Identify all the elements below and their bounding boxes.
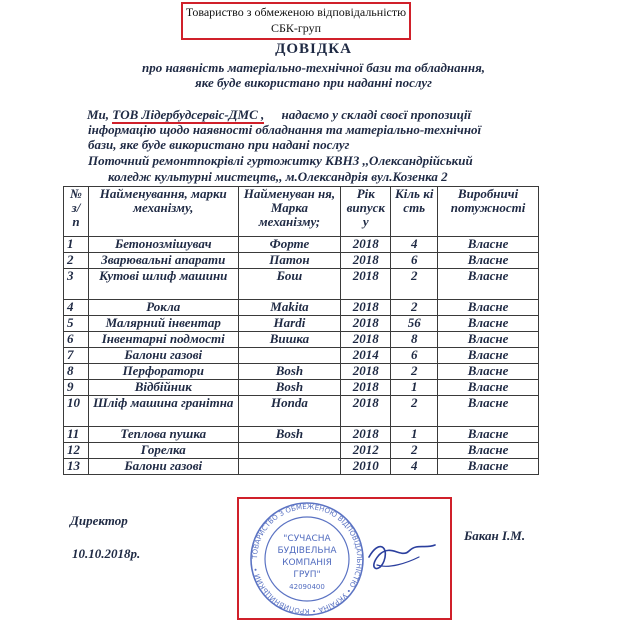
cell-name: Кутові шлиф машини [88, 269, 238, 300]
table-row [64, 332, 539, 348]
cell-brand: Hardi [238, 316, 341, 332]
table-row [64, 269, 539, 300]
cell-capacity: Власне [438, 348, 539, 364]
cell-name: Перфоратори [88, 364, 238, 380]
cell-number: 7 [64, 348, 89, 364]
cell-quantity: 4 [391, 459, 438, 475]
cell-capacity: Власне [438, 237, 539, 253]
cell-brand: Бош [238, 269, 341, 300]
cell-name: Бетонозмішувач [88, 237, 238, 253]
cell-year: 2018 [341, 427, 391, 443]
cell-year: 2018 [341, 253, 391, 269]
cell-name: Балони газові [88, 459, 238, 475]
cell-brand: Патон [238, 253, 341, 269]
stamp-line3: КОМПАНІЯ [282, 558, 332, 568]
cell-brand [238, 459, 341, 475]
cell-number: 10 [64, 396, 89, 427]
intro-line2: інформацію щодо наявності обладнання та матеріально-технічної [88, 122, 482, 137]
cell-year: 2018 [341, 300, 391, 316]
cell-quantity: 1 [391, 427, 438, 443]
cell-quantity: 8 [391, 332, 438, 348]
cell-name: Рокла [88, 300, 238, 316]
cell-capacity: Власне [438, 316, 539, 332]
cell-capacity: Власне [438, 300, 539, 316]
table-row [64, 348, 539, 364]
cell-year: 2010 [341, 459, 391, 475]
cell-name: Відбійник [88, 380, 238, 396]
table-row [64, 300, 539, 316]
cell-quantity: 6 [391, 253, 438, 269]
table-row [64, 253, 539, 269]
cell-quantity: 6 [391, 348, 438, 364]
company-name-line2: СБК-груп [270, 21, 322, 35]
cell-name: Теплова пушка [88, 427, 238, 443]
cell-brand [238, 443, 341, 459]
cell-quantity: 2 [391, 396, 438, 427]
cell-capacity: Власне [438, 380, 539, 396]
cell-capacity: Власне [438, 396, 539, 427]
table-row [64, 427, 539, 443]
cell-number: 1 [64, 237, 89, 253]
company-stamp [239, 499, 449, 617]
company-header-box [181, 2, 411, 40]
cell-brand: Makita [238, 300, 341, 316]
cell-capacity: Власне [438, 459, 539, 475]
stamp-code: 42090400 [289, 583, 325, 591]
cell-number: 2 [64, 253, 89, 269]
cell-brand: Вишка [238, 332, 341, 348]
table-row [64, 316, 539, 332]
document-title: ДОВІДКА [275, 41, 352, 57]
company-name-line1: Товариство з обмеженою відповідальністю [185, 5, 407, 19]
intro-we: Ми, [87, 107, 110, 122]
cell-capacity: Власне [438, 364, 539, 380]
cell-brand: Bosh [238, 427, 341, 443]
cell-number: 3 [64, 269, 89, 300]
cell-name: Інвентарні подмості [88, 332, 238, 348]
stamp-line4: ГРУП" [293, 570, 321, 580]
col-header-quantity: Кіль кі сть [391, 187, 438, 237]
cell-capacity: Власне [438, 443, 539, 459]
cell-year: 2018 [341, 316, 391, 332]
cell-number: 12 [64, 443, 89, 459]
subtitle-line2: яке буде використано при наданні послуг [195, 75, 432, 90]
col-header-brand: Найменуван ня, Марка механізму; [238, 187, 341, 237]
table-header-row [64, 187, 539, 237]
document-date: 10.10.2018р. [72, 546, 141, 561]
equipment-table [63, 186, 539, 475]
signatory-name: Бакан І.М. [464, 528, 526, 543]
intro-rest: надаємо у складі своєї пропозиції [281, 107, 472, 122]
col-header-capacity: Виробничі потужності [438, 187, 539, 237]
stamp-signature-box [237, 497, 452, 620]
cell-quantity: 2 [391, 364, 438, 380]
intro-line1 [87, 107, 471, 123]
col-header-name: Найменування, марки механізму, [88, 187, 238, 237]
director-label: Директор [70, 513, 128, 528]
cell-number: 13 [64, 459, 89, 475]
cell-year: 2018 [341, 332, 391, 348]
cell-quantity: 1 [391, 380, 438, 396]
cell-number: 4 [64, 300, 89, 316]
intro-line3: бази, яке буде використано при надані послуг [88, 137, 350, 152]
cell-capacity: Власне [438, 332, 539, 348]
table-row [64, 237, 539, 253]
col-header-number: № з/ п [64, 187, 89, 237]
cell-year: 2018 [341, 269, 391, 300]
intro-line5: коледж культурні мистецтв,, м.Олександрія вул.Козенка 2 [108, 169, 448, 184]
cell-capacity: Власне [438, 253, 539, 269]
stamp-line2: БУДІВЕЛЬНА [277, 546, 337, 556]
cell-quantity: 2 [391, 269, 438, 300]
cell-year: 2018 [341, 364, 391, 380]
table-row [64, 380, 539, 396]
intro-line4: Поточний ремонтпокрівлі гуртожитку КВНЗ ,,Олександрійський [88, 153, 473, 168]
cell-name: Балони газові [88, 348, 238, 364]
cell-brand: Honda [238, 396, 341, 427]
cell-brand: Bosh [238, 380, 341, 396]
cell-name: Горелка [88, 443, 238, 459]
cell-name: Малярний інвентар [88, 316, 238, 332]
table-row [64, 396, 539, 427]
cell-number: 9 [64, 380, 89, 396]
cell-number: 5 [64, 316, 89, 332]
table-row [64, 443, 539, 459]
cell-number: 8 [64, 364, 89, 380]
cell-number: 11 [64, 427, 89, 443]
cell-brand [238, 348, 341, 364]
stamp-ring-text: ТОВАРИСТВО З ОБМЕЖЕНОЮ ВІДПОВІДАЛЬНІСТЮ • УКРАЇНА • КРОПИВНИЦЬКИЙ • [250, 502, 364, 616]
cell-quantity: 4 [391, 237, 438, 253]
subtitle-line1: про наявність матеріально-технічної бази та обладнання, [141, 60, 486, 75]
cell-quantity: 2 [391, 300, 438, 316]
table-row [64, 459, 539, 475]
cell-year: 2012 [341, 443, 391, 459]
stamp-line1: "СУЧАСНА [283, 534, 331, 544]
cell-capacity: Власне [438, 269, 539, 300]
cell-name: Зварювальні апарати [88, 253, 238, 269]
intro-company: ТОВ Лідербудсервіс-ДМС , [112, 107, 265, 122]
cell-year: 2018 [341, 396, 391, 427]
cell-capacity: Власне [438, 427, 539, 443]
cell-name: Шліф машина гранітна [88, 396, 238, 427]
cell-year: 2018 [341, 237, 391, 253]
cell-year: 2014 [341, 348, 391, 364]
cell-quantity: 56 [391, 316, 438, 332]
cell-year: 2018 [341, 380, 391, 396]
cell-number: 6 [64, 332, 89, 348]
col-header-year: Рік випуск у [341, 187, 391, 237]
cell-quantity: 2 [391, 443, 438, 459]
cell-brand: Форте [238, 237, 341, 253]
cell-brand: Bosh [238, 364, 341, 380]
table-row [64, 364, 539, 380]
